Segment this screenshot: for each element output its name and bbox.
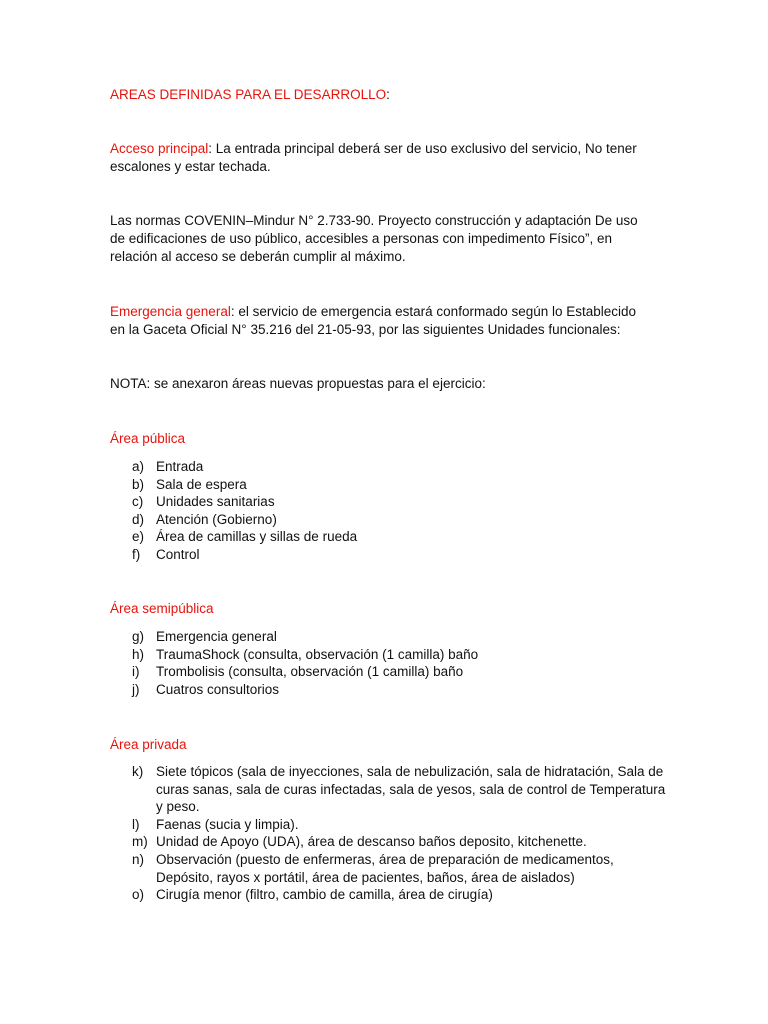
intro-heading: AREAS DEFINIDAS PARA EL DESARROLLO xyxy=(110,87,387,102)
area-publica-title: Área pública xyxy=(110,431,186,446)
list-item-text: Trombolisis (consulta, observación (1 camilla) baño xyxy=(156,664,464,680)
list-marker: n) xyxy=(132,851,145,867)
list-item xyxy=(110,546,670,564)
list-item-text: Cuatros consultorios xyxy=(156,681,280,697)
list-item xyxy=(110,681,670,699)
list-item-text: Unidades sanitarias xyxy=(156,494,275,510)
list-marker: l) xyxy=(132,816,140,832)
list-item xyxy=(110,458,670,476)
area-publica-list xyxy=(110,458,670,564)
list-marker: j) xyxy=(132,681,140,697)
list-marker: k) xyxy=(132,764,144,779)
list-item-text: Faenas (sucia y limpia). xyxy=(156,816,299,832)
area-privada-list xyxy=(110,763,670,904)
list-item xyxy=(110,628,670,646)
acceso-text: : La entrada principal deberá ser de uso exclusivo del servicio, No tener escalones y estar techada. xyxy=(110,141,637,174)
list-marker: h) xyxy=(132,646,145,662)
list-marker: e) xyxy=(132,529,145,545)
list-marker: f) xyxy=(132,546,141,562)
nota-paragraph: NOTA: se anexaron áreas nuevas propuestas para el ejercicio: xyxy=(110,376,486,391)
list-item-text: Área de camillas y sillas de rueda xyxy=(156,529,358,545)
list-item xyxy=(110,646,670,664)
list-item-text: Control xyxy=(156,546,200,562)
acceso-label: Acceso principal xyxy=(110,141,209,156)
list-item xyxy=(110,833,670,851)
area-semipublica-title: Área semipública xyxy=(110,601,214,616)
area-semipublica-list xyxy=(110,628,670,698)
list-item xyxy=(110,763,670,816)
area-privada-title: Área privada xyxy=(110,737,187,752)
list-item xyxy=(110,663,670,681)
list-item xyxy=(110,851,670,886)
list-item-text: Unidad de Apoyo (UDA), área de descanso baños deposito, kitchenette. xyxy=(156,834,587,850)
emergencia-paragraph xyxy=(110,303,650,339)
list-item xyxy=(110,493,670,511)
list-item xyxy=(110,476,670,494)
list-marker: a) xyxy=(132,459,145,474)
list-marker: b) xyxy=(132,476,145,492)
list-item-text: Emergencia general xyxy=(156,629,277,644)
list-item-text: Observación (puesto de enfermeras, área de preparación de medicamentos, Depósito, rayos x portátil, área de pacientes, baños, área de aislados) xyxy=(156,851,614,885)
list-item-text: TraumaShock (consulta, observación (1 camilla) baño xyxy=(156,646,479,662)
list-item-text: Atención (Gobierno) xyxy=(156,511,277,527)
list-item-text: Sala de espera xyxy=(156,476,247,492)
list-marker: m) xyxy=(132,834,148,850)
list-item-text: Cirugía menor (filtro, cambio de camilla, área de cirugía) xyxy=(156,887,493,903)
list-item xyxy=(110,886,670,904)
list-item-text: Siete tópicos (sala de inyecciones, sala de nebulización, sala de hidratación, Sala de curas sanas, sala de curas infectadas, sala de yesos, sala de control de Temperatura y peso. xyxy=(156,764,666,815)
list-item xyxy=(110,511,670,529)
list-item xyxy=(110,528,670,546)
normas-paragraph: Las normas COVENIN–Mindur N° 2.733-90. Proyecto construcción y adaptación De uso de edificaciones de uso público, accesibles a personas con impedimento Físico”, en relación al acceso se deberán cumplir al máximo. xyxy=(110,213,638,264)
list-marker: o) xyxy=(132,887,145,903)
intro-heading-colon: : xyxy=(386,87,390,102)
list-marker: c) xyxy=(132,494,144,510)
list-marker: d) xyxy=(132,511,145,527)
list-marker: g) xyxy=(132,629,145,644)
acceso-paragraph xyxy=(110,140,650,176)
emergencia-text: : el servicio de emergencia estará conformado según lo Establecido en la Gaceta Oficial N° 35.216 del 21-05-93, por las siguientes Unidades funcionales: xyxy=(110,304,637,337)
list-marker: i) xyxy=(132,664,140,680)
intro-heading-line xyxy=(110,86,650,104)
list-item-text: Entrada xyxy=(156,459,204,474)
emergencia-label: Emergencia general xyxy=(110,304,231,319)
list-item xyxy=(110,816,670,834)
